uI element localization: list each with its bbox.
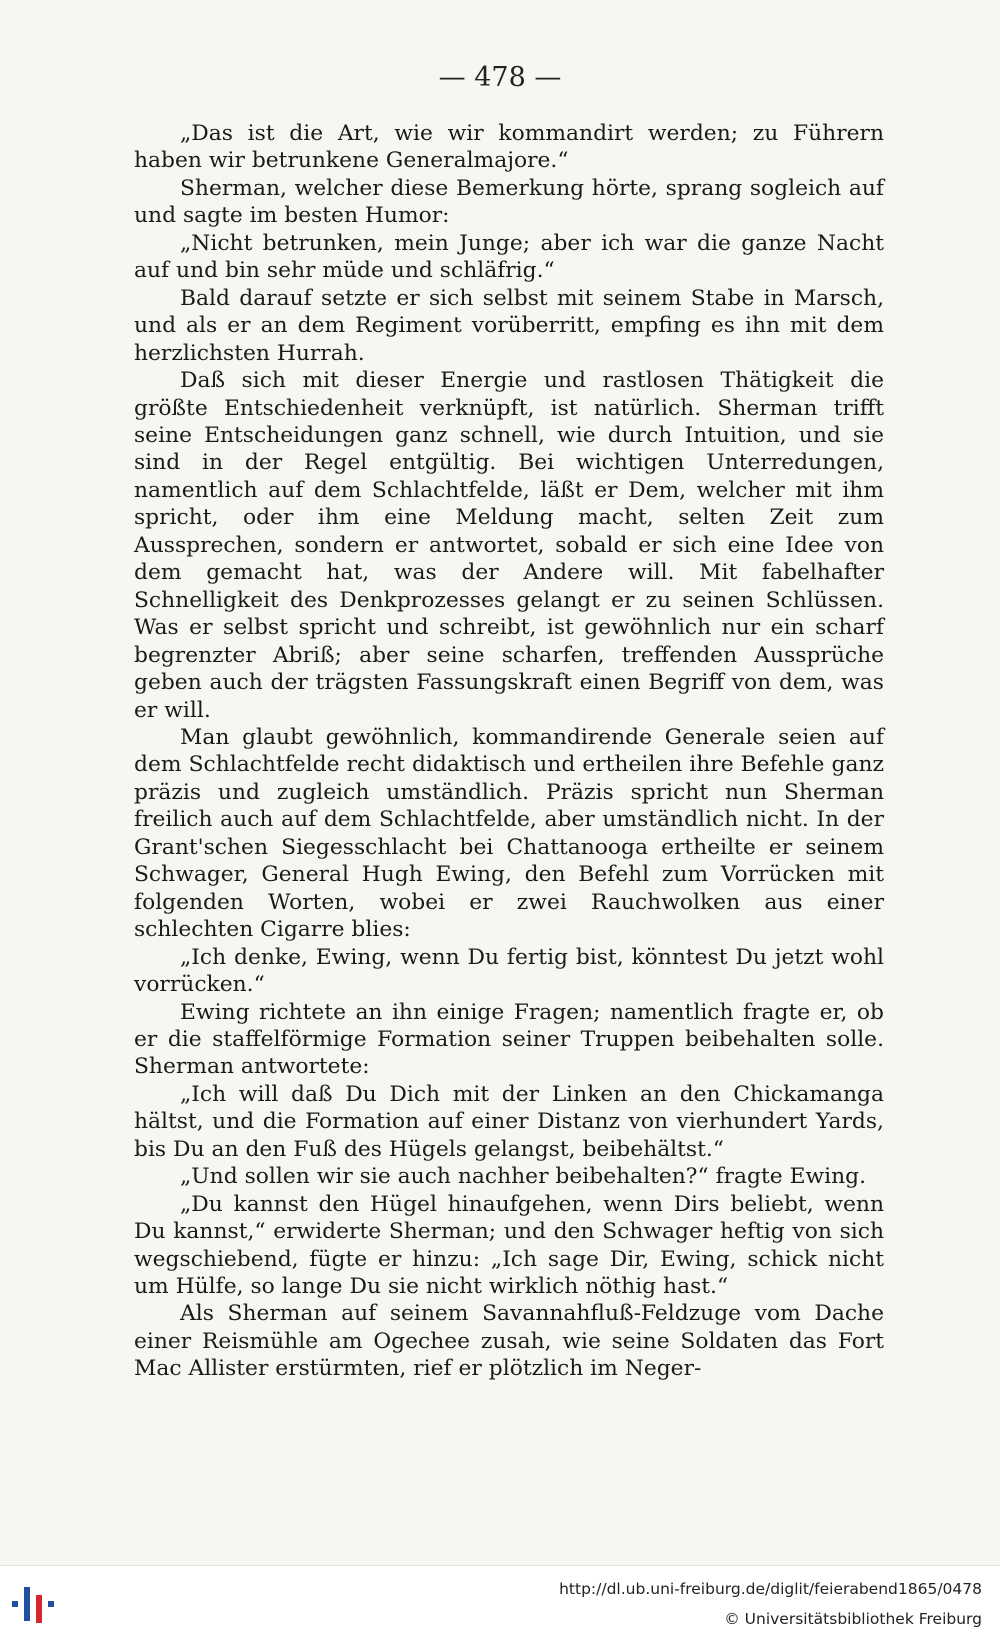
- ub-freiburg-logo-icon: [8, 1579, 64, 1629]
- source-url-link[interactable]: http://dl.ub.uni-freiburg.de/diglit/feierabend1865/0478: [559, 1580, 982, 1598]
- paragraph: Man glaubt gewöhnlich, kommandirende Generale seien auf dem Schlachtfelde recht didaktisch und ertheilen ihre Befehle ganz präzis und zugleich umständlich. Präzis spricht nun Sherman freilich auch auf dem Schlachtfelde, aber umständlich nicht. In der Grant'schen Siegesschlacht bei Chattanooga ertheilte er seinem Schwager, General Hugh Ewing, den Befehl zum Vorrücken mit folgenden Worten, wobei er zwei Rauchwolken aus einer schlechten Cigarre blies:: [134, 724, 884, 943]
- paragraph: „Du kannst den Hügel hinaufgehen, wenn Dirs beliebt, wenn Du kannst,“ erwiderte Sherman; und den Schwager heftig von sich wegschiebend, fügte er hinzu: „Ich sage Dir, Ewing, schick nicht um Hülfe, so lange Du sie nicht wirklich nöthig hast.“: [134, 1191, 884, 1300]
- paragraph: Daß sich mit dieser Energie und rastlosen Thätigkeit die größte Entschiedenheit verknüpft, ist natürlich. Sherman trifft seine Entscheidungen ganz schnell, wie durch Intuition, und sie sind in der Regel entgültig. Bei wichtigen Unterredungen, namentlich auf dem Schlachtfelde, läßt er Dem, welcher mit ihm spricht, oder ihm eine Meldung macht, selten Zeit zum Aussprechen, sondern er antwortet, sobald er sich eine Idee von dem gemacht hat, was der Andere will. Mit fabelhafter Schnelligkeit des Denkprozesses gelangt er zu seinen Schlüssen. Was er selbst spricht und schreibt, ist gewöhnlich nur ein scharf begrenzter Abriß; aber seine scharfen, treffenden Aussprüche geben auch der trägsten Fassungskraft einen Begriff von dem, was er will.: [134, 368, 884, 723]
- paragraph: Ewing richtete an ihn einige Fragen; namentlich fragte er, ob er die staffelförmige Formation seiner Truppen beibehalten solle. Sherman antwortete:: [134, 999, 884, 1080]
- paragraph: „Das ist die Art, wie wir kommandirt werden; zu Führern haben wir betrunkene Generalmajore.“: [134, 121, 884, 174]
- page-number: — 478 —: [438, 62, 562, 93]
- paragraph: Bald darauf setzte er sich selbst mit seinem Stabe in Marsch, und als er an dem Regiment vorüberritt, empfing es ihn mit dem herzlichsten Hurrah.: [134, 285, 884, 366]
- body-text: [134, 120, 884, 1383]
- paragraph: „Ich will daß Du Dich mit der Linken an den Chickamanga hältst, und die Formation auf einer Distanz von vierhundert Yards, bis Du an den Fuß des Hügels gelangst, beibehältst.“: [134, 1081, 884, 1162]
- copyright-notice: © Universitätsbibliothek Freiburg: [724, 1610, 982, 1628]
- paragraph: Sherman, welcher diese Bemerkung hörte, sprang sogleich auf und sagte im besten Humor:: [134, 175, 884, 229]
- paragraph: „Und sollen wir sie auch nachher beibehalten?“ fragte Ewing.: [180, 1164, 867, 1190]
- paragraph: „Nicht betrunken, mein Junge; aber ich war die ganze Nacht auf und bin sehr müde und schläfrig.“: [134, 230, 884, 284]
- paragraph: „Ich denke, Ewing, wenn Du fertig bist, könntest Du jetzt wohl vorrücken.“: [134, 944, 884, 998]
- paragraph: Als Sherman auf seinem Savannahfluß-Feldzuge vom Dache einer Reismühle am Ogechee zusah, wie seine Soldaten das Fort Mac Allister erstürmten, rief er plötzlich im Neger-: [134, 1301, 884, 1382]
- viewer-footer: [0, 1565, 1000, 1638]
